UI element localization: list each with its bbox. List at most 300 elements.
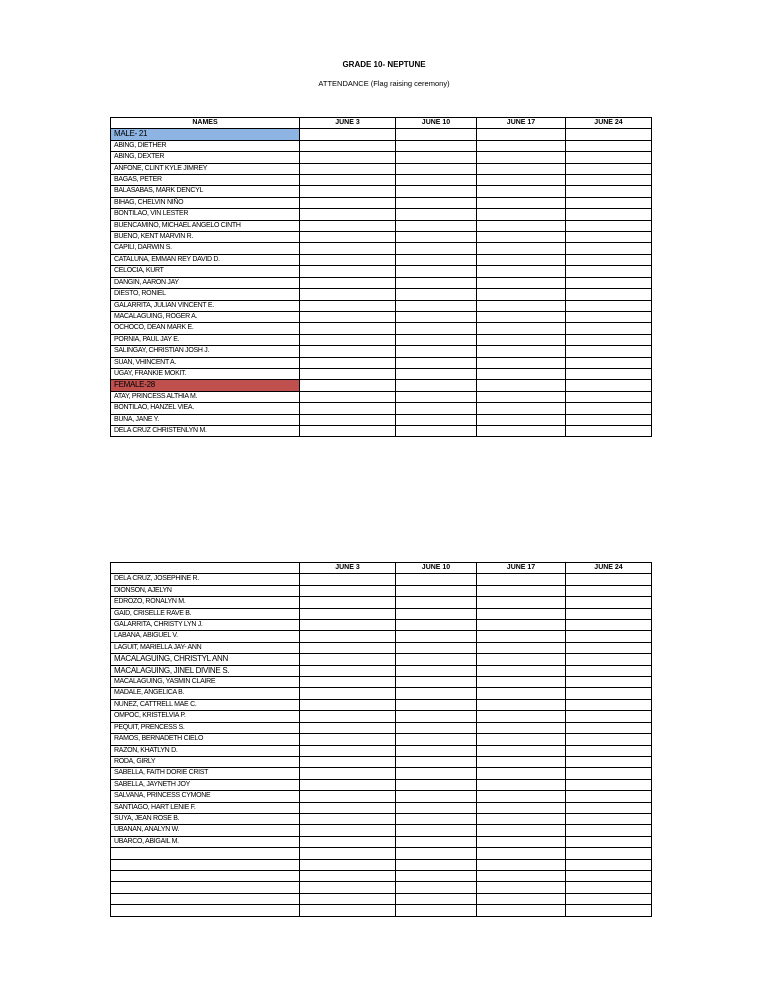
attendance-cell[interactable] [477, 289, 566, 300]
attendance-cell[interactable] [477, 414, 566, 425]
attendance-cell[interactable] [566, 220, 652, 231]
attendance-cell[interactable] [566, 631, 652, 642]
student-name: SUAN, VHINCENT A. [111, 357, 300, 368]
attendance-cell[interactable] [477, 334, 566, 345]
empty-name-cell [111, 848, 300, 859]
attendance-cell[interactable] [477, 425, 566, 436]
attendance-cell[interactable] [300, 175, 396, 186]
attendance-cell[interactable] [396, 665, 477, 676]
attendance-cell[interactable] [566, 391, 652, 402]
attendance-cell[interactable] [396, 825, 477, 836]
attendance-cell[interactable] [396, 597, 477, 608]
attendance-cell[interactable] [477, 403, 566, 414]
student-name: DELA CRUZ, JOSEPHINE R. [111, 574, 300, 585]
attendance-cell[interactable] [477, 859, 566, 870]
attendance-cell[interactable] [566, 197, 652, 208]
attendance-cell[interactable] [566, 722, 652, 733]
table-row [111, 813, 652, 824]
blank-row [111, 859, 652, 870]
attendance-cell[interactable] [566, 848, 652, 859]
attendance-cell[interactable] [300, 414, 396, 425]
student-name: MACALAGUING, YASMIN CLAIRE [111, 677, 300, 688]
attendance-cell[interactable] [396, 403, 477, 414]
table-row [111, 243, 652, 254]
attendance-cell[interactable] [396, 779, 477, 790]
attendance-cell[interactable] [300, 870, 396, 881]
attendance-cell[interactable] [566, 152, 652, 163]
attendance-cell[interactable] [396, 220, 477, 231]
table-row [111, 311, 652, 322]
student-name: OMPOC, KRISTELVIA P. [111, 711, 300, 722]
attendance-cell[interactable] [300, 209, 396, 220]
attendance-cell[interactable] [566, 277, 652, 288]
attendance-cell[interactable] [396, 802, 477, 813]
table-row [111, 597, 652, 608]
attendance-cell[interactable] [477, 608, 566, 619]
attendance-cell[interactable] [300, 220, 396, 231]
attendance-cell[interactable] [300, 152, 396, 163]
table-row [111, 323, 652, 334]
attendance-cell[interactable] [477, 768, 566, 779]
attendance-cell[interactable] [300, 620, 396, 631]
attendance-cell[interactable] [396, 711, 477, 722]
attendance-cell[interactable] [396, 243, 477, 254]
attendance-cell[interactable] [396, 722, 477, 733]
date-column-header: JUNE 3 [300, 118, 396, 129]
attendance-cell[interactable] [396, 152, 477, 163]
attendance-cell[interactable] [477, 368, 566, 379]
attendance-cell[interactable] [477, 699, 566, 710]
table-row [111, 163, 652, 174]
date-column-header: JUNE 3 [300, 563, 396, 574]
attendance-cell[interactable] [396, 585, 477, 596]
table-row [111, 711, 652, 722]
attendance-cell[interactable] [396, 163, 477, 174]
attendance-cell[interactable] [396, 232, 477, 243]
attendance-cell[interactable] [477, 220, 566, 231]
student-name: DANGIN, AARON JAY [111, 277, 300, 288]
attendance-cell[interactable] [566, 802, 652, 813]
attendance-cell[interactable] [396, 346, 477, 357]
attendance-cell[interactable] [477, 688, 566, 699]
attendance-table-2 [110, 562, 652, 917]
attendance-cell[interactable] [477, 882, 566, 893]
attendance-cell[interactable] [300, 403, 396, 414]
attendance-cell[interactable] [396, 859, 477, 870]
attendance-cell[interactable] [300, 722, 396, 733]
attendance-cell[interactable] [566, 608, 652, 619]
attendance-cell[interactable] [396, 357, 477, 368]
attendance-cell[interactable] [396, 323, 477, 334]
attendance-cell[interactable] [477, 311, 566, 322]
table-row [111, 677, 652, 688]
attendance-cell[interactable] [300, 768, 396, 779]
attendance-cell[interactable] [300, 243, 396, 254]
table-row [111, 699, 652, 710]
attendance-cell[interactable] [566, 768, 652, 779]
attendance-cell[interactable] [566, 893, 652, 904]
attendance-cell[interactable] [566, 323, 652, 334]
attendance-cell[interactable] [300, 334, 396, 345]
attendance-cell[interactable] [396, 289, 477, 300]
attendance-cell[interactable] [477, 186, 566, 197]
table-row [111, 574, 652, 585]
attendance-cell[interactable] [477, 574, 566, 585]
attendance-cell[interactable] [477, 232, 566, 243]
attendance-cell[interactable] [566, 642, 652, 653]
attendance-cell[interactable] [566, 574, 652, 585]
attendance-cell[interactable] [396, 813, 477, 824]
table-row [111, 654, 652, 665]
attendance-cell[interactable] [396, 380, 477, 391]
attendance-cell[interactable] [396, 848, 477, 859]
attendance-cell[interactable] [300, 266, 396, 277]
attendance-cell[interactable] [300, 425, 396, 436]
attendance-cell[interactable] [300, 186, 396, 197]
attendance-cell[interactable] [477, 791, 566, 802]
attendance-cell[interactable] [477, 836, 566, 847]
attendance-cell[interactable] [396, 791, 477, 802]
attendance-cell[interactable] [300, 813, 396, 824]
attendance-cell[interactable] [477, 802, 566, 813]
attendance-cell[interactable] [300, 802, 396, 813]
table-row [111, 357, 652, 368]
attendance-cell[interactable] [396, 334, 477, 345]
attendance-cell[interactable] [477, 197, 566, 208]
student-name: CAPILI, DARWIN S. [111, 243, 300, 254]
table-row [111, 688, 652, 699]
attendance-cell[interactable] [300, 585, 396, 596]
table-row [111, 768, 652, 779]
attendance-cell[interactable] [566, 836, 652, 847]
attendance-cell[interactable] [566, 745, 652, 756]
attendance-cell[interactable] [566, 357, 652, 368]
attendance-cell[interactable] [566, 289, 652, 300]
table-row [111, 346, 652, 357]
table-row [111, 745, 652, 756]
student-name: MACALAGUING, ROGER A. [111, 311, 300, 322]
attendance-cell[interactable] [477, 905, 566, 916]
student-name: MADALE, ANGELICA B. [111, 688, 300, 699]
attendance-cell[interactable] [477, 129, 566, 140]
attendance-cell[interactable] [566, 734, 652, 745]
attendance-cell[interactable] [396, 893, 477, 904]
attendance-cell[interactable] [566, 243, 652, 254]
attendance-cell[interactable] [300, 665, 396, 676]
attendance-cell[interactable] [477, 175, 566, 186]
student-name: GAID, CRISELLE RAVE B. [111, 608, 300, 619]
attendance-cell[interactable] [300, 357, 396, 368]
attendance-cell[interactable] [300, 140, 396, 151]
attendance-cell[interactable] [300, 597, 396, 608]
student-name: EDROZO, RONALYN M. [111, 597, 300, 608]
attendance-cell[interactable] [300, 163, 396, 174]
attendance-cell[interactable] [566, 175, 652, 186]
attendance-cell[interactable] [566, 813, 652, 824]
attendance-cell[interactable] [300, 756, 396, 767]
attendance-cell[interactable] [566, 254, 652, 265]
student-name: NUNEZ, CATTRELL MAE C. [111, 699, 300, 710]
attendance-cell[interactable] [477, 209, 566, 220]
attendance-cell[interactable] [477, 642, 566, 653]
attendance-cell[interactable] [300, 882, 396, 893]
attendance-cell[interactable] [477, 631, 566, 642]
attendance-cell[interactable] [477, 152, 566, 163]
attendance-cell[interactable] [566, 403, 652, 414]
page-title: GRADE 10- NEPTUNE [342, 60, 426, 69]
attendance-cell[interactable] [566, 779, 652, 790]
attendance-cell[interactable] [566, 414, 652, 425]
student-name: ABING, DEXTER [111, 152, 300, 163]
attendance-cell[interactable] [477, 323, 566, 334]
attendance-cell[interactable] [396, 642, 477, 653]
attendance-cell[interactable] [396, 197, 477, 208]
attendance-cell[interactable] [477, 346, 566, 357]
attendance-cell[interactable] [566, 300, 652, 311]
attendance-cell[interactable] [396, 277, 477, 288]
empty-name-cell [111, 905, 300, 916]
attendance-cell[interactable] [477, 779, 566, 790]
header-row [111, 563, 652, 574]
student-name: SUYA, JEAN ROSE B. [111, 813, 300, 824]
student-name: BUNA, JANE Y. [111, 414, 300, 425]
student-name: DELA CRUZ CHRISTENLYN M. [111, 425, 300, 436]
table-row [111, 665, 652, 676]
attendance-cell[interactable] [300, 380, 396, 391]
table-row [111, 620, 652, 631]
attendance-cell[interactable] [477, 848, 566, 859]
attendance-cell[interactable] [396, 699, 477, 710]
attendance-cell[interactable] [477, 870, 566, 881]
attendance-cell[interactable] [300, 734, 396, 745]
attendance-cell[interactable] [300, 745, 396, 756]
attendance-cell[interactable] [566, 585, 652, 596]
attendance-cell[interactable] [477, 300, 566, 311]
attendance-cell[interactable] [300, 197, 396, 208]
table-row [111, 791, 652, 802]
attendance-cell[interactable] [477, 597, 566, 608]
student-name: BAGAS, PETER [111, 175, 300, 186]
attendance-cell[interactable] [477, 745, 566, 756]
attendance-cell[interactable] [396, 882, 477, 893]
attendance-cell[interactable] [396, 631, 477, 642]
attendance-cell[interactable] [300, 289, 396, 300]
attendance-cell[interactable] [477, 163, 566, 174]
attendance-cell[interactable] [300, 346, 396, 357]
attendance-cell[interactable] [300, 699, 396, 710]
blank-row [111, 905, 652, 916]
table-row [111, 254, 652, 265]
attendance-cell[interactable] [300, 848, 396, 859]
attendance-cell[interactable] [566, 266, 652, 277]
female-group-header-row [111, 380, 652, 391]
student-name: GALARRITA, CHRISTY LYN J. [111, 620, 300, 631]
attendance-cell[interactable] [300, 129, 396, 140]
attendance-cell[interactable] [300, 368, 396, 379]
student-name: SANTIAGO, HART LENIE F. [111, 802, 300, 813]
attendance-cell[interactable] [477, 380, 566, 391]
attendance-cell[interactable] [396, 745, 477, 756]
attendance-cell[interactable] [566, 186, 652, 197]
attendance-cell[interactable] [396, 608, 477, 619]
attendance-cell[interactable] [300, 232, 396, 243]
blank-row [111, 893, 652, 904]
attendance-cell[interactable] [566, 163, 652, 174]
attendance-cell[interactable] [396, 368, 477, 379]
attendance-cell[interactable] [396, 391, 477, 402]
attendance-cell[interactable] [396, 677, 477, 688]
attendance-cell[interactable] [477, 620, 566, 631]
table-row [111, 232, 652, 243]
attendance-cell[interactable] [477, 722, 566, 733]
student-name: CELOCIA, KURT [111, 266, 300, 277]
attendance-cell[interactable] [477, 665, 566, 676]
attendance-cell[interactable] [300, 677, 396, 688]
student-name: MACALAGUING, CHRISTYL ANN [111, 654, 300, 665]
attendance-cell[interactable] [477, 140, 566, 151]
attendance-cell[interactable] [300, 323, 396, 334]
student-name: BIHAG, CHELVIN NIÑO [111, 197, 300, 208]
table-row [111, 642, 652, 653]
attendance-cell[interactable] [300, 391, 396, 402]
attendance-cell[interactable] [566, 677, 652, 688]
student-name: UGAY, FRANKIE MOKIT. [111, 368, 300, 379]
attendance-cell[interactable] [566, 597, 652, 608]
attendance-cell[interactable] [566, 882, 652, 893]
attendance-cell[interactable] [396, 254, 477, 265]
student-name: ANFONE, CLINT KYLE JIMREY [111, 163, 300, 174]
attendance-cell[interactable] [300, 574, 396, 585]
attendance-cell[interactable] [566, 209, 652, 220]
attendance-cell[interactable] [477, 254, 566, 265]
attendance-table-1 [110, 117, 652, 437]
attendance-cell[interactable] [477, 266, 566, 277]
student-name: BALASABAS, MARK DENCYL [111, 186, 300, 197]
attendance-cell[interactable] [566, 654, 652, 665]
table-row [111, 825, 652, 836]
attendance-cell[interactable] [396, 688, 477, 699]
attendance-cell[interactable] [566, 791, 652, 802]
attendance-cell[interactable] [300, 791, 396, 802]
attendance-cell[interactable] [566, 905, 652, 916]
attendance-cell[interactable] [396, 209, 477, 220]
attendance-cell[interactable] [396, 870, 477, 881]
attendance-cell[interactable] [300, 300, 396, 311]
attendance-cell[interactable] [566, 688, 652, 699]
empty-name-cell [111, 882, 300, 893]
date-column-header: JUNE 17 [477, 563, 566, 574]
attendance-cell[interactable] [566, 825, 652, 836]
attendance-cell[interactable] [300, 642, 396, 653]
attendance-cell[interactable] [477, 677, 566, 688]
attendance-cell[interactable] [477, 654, 566, 665]
attendance-cell[interactable] [566, 380, 652, 391]
attendance-cell[interactable] [396, 756, 477, 767]
attendance-cell[interactable] [300, 893, 396, 904]
table-row [111, 209, 652, 220]
attendance-cell[interactable] [396, 414, 477, 425]
attendance-cell[interactable] [396, 186, 477, 197]
table-row [111, 734, 652, 745]
attendance-cell[interactable] [300, 254, 396, 265]
attendance-cell[interactable] [396, 129, 477, 140]
attendance-cell[interactable] [300, 825, 396, 836]
attendance-cell[interactable] [566, 425, 652, 436]
table-row [111, 608, 652, 619]
attendance-cell[interactable] [566, 368, 652, 379]
attendance-cell[interactable] [396, 175, 477, 186]
attendance-cell[interactable] [477, 813, 566, 824]
attendance-cell[interactable] [566, 620, 652, 631]
attendance-cell[interactable] [477, 391, 566, 402]
attendance-cell[interactable] [396, 620, 477, 631]
attendance-cell[interactable] [566, 870, 652, 881]
attendance-cell[interactable] [566, 859, 652, 870]
attendance-cell[interactable] [396, 768, 477, 779]
attendance-cell[interactable] [300, 654, 396, 665]
attendance-cell[interactable] [300, 711, 396, 722]
table-row [111, 152, 652, 163]
attendance-cell[interactable] [300, 631, 396, 642]
attendance-cell[interactable] [566, 311, 652, 322]
attendance-cell[interactable] [300, 779, 396, 790]
attendance-cell[interactable] [396, 574, 477, 585]
attendance-cell[interactable] [566, 756, 652, 767]
attendance-cell[interactable] [566, 232, 652, 243]
date-column-header: JUNE 17 [477, 118, 566, 129]
attendance-cell[interactable] [566, 140, 652, 151]
attendance-cell[interactable] [566, 346, 652, 357]
attendance-cell[interactable] [396, 300, 477, 311]
attendance-cell[interactable] [477, 243, 566, 254]
student-name: SABELLA, JAYNETH JOY [111, 779, 300, 790]
attendance-cell[interactable] [566, 699, 652, 710]
attendance-cell[interactable] [300, 859, 396, 870]
attendance-cell[interactable] [566, 665, 652, 676]
attendance-cell[interactable] [396, 140, 477, 151]
attendance-cell[interactable] [396, 425, 477, 436]
table-row [111, 425, 652, 436]
date-column-header: JUNE 24 [566, 118, 652, 129]
attendance-cell[interactable] [300, 311, 396, 322]
attendance-cell[interactable] [396, 266, 477, 277]
attendance-cell[interactable] [566, 711, 652, 722]
attendance-cell[interactable] [300, 688, 396, 699]
names-column-header: NAMES [111, 118, 300, 129]
attendance-cell[interactable] [477, 756, 566, 767]
attendance-cell[interactable] [477, 825, 566, 836]
attendance-cell[interactable] [396, 905, 477, 916]
attendance-cell[interactable] [477, 711, 566, 722]
attendance-cell[interactable] [300, 277, 396, 288]
table-row [111, 631, 652, 642]
attendance-cell[interactable] [477, 585, 566, 596]
attendance-cell[interactable] [477, 277, 566, 288]
attendance-cell[interactable] [477, 734, 566, 745]
attendance-cell[interactable] [396, 734, 477, 745]
attendance-cell[interactable] [300, 836, 396, 847]
attendance-cell[interactable] [396, 654, 477, 665]
attendance-cell[interactable] [300, 905, 396, 916]
attendance-cell[interactable] [566, 129, 652, 140]
attendance-cell[interactable] [477, 357, 566, 368]
attendance-cell[interactable] [477, 893, 566, 904]
date-column-header: JUNE 10 [396, 118, 477, 129]
attendance-cell[interactable] [396, 311, 477, 322]
attendance-cell[interactable] [566, 334, 652, 345]
attendance-cell[interactable] [396, 836, 477, 847]
attendance-cell[interactable] [300, 608, 396, 619]
